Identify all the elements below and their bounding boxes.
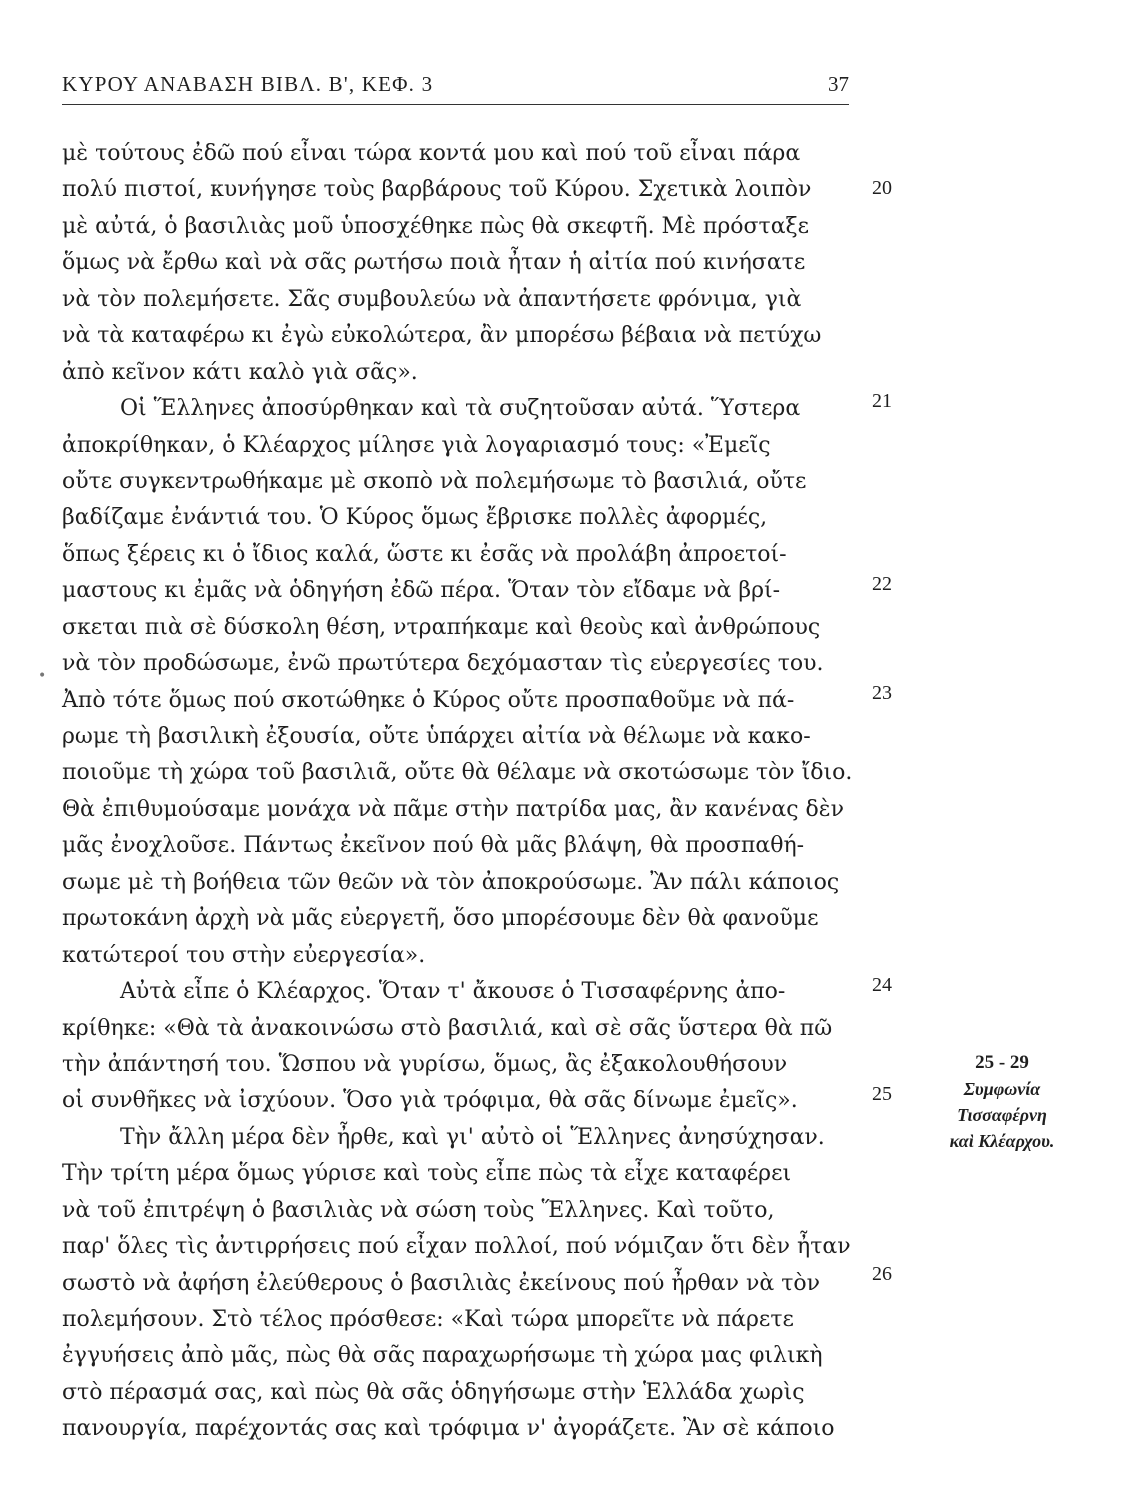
text-line: ἀποκρίθηκαν, ὁ Κλέαρχος μίλησε γιὰ λογαριασμό τους: «Ἐμεῖς xyxy=(62,432,771,458)
text-line: κατώτεροί του στὴν εὐεργεσία». xyxy=(62,942,426,968)
text-line: στὸ πέρασμά σας, καὶ πὼς θὰ σᾶς ὁδηγήσωμε στὴν Ἑλλάδα χωρὶς xyxy=(62,1379,805,1405)
paragraph-number: 24 xyxy=(872,974,892,996)
text-line: παρ' ὅλες τὶς ἀντιρρήσεις πού εἶχαν πολλοί, πού νόμιζαν ὅτι δὲν ἦταν xyxy=(62,1234,851,1260)
text-line: ὅπως ξέρεις κι ὁ ἴδιος καλά, ὥστε κι ἐσᾶς νὰ προλάβη ἀπροετοί- xyxy=(62,541,787,567)
scan-speck-icon: • xyxy=(38,668,47,684)
text-line: νὰ τὸν πολεμήσετε. Σᾶς συμβουλεύω νὰ ἀπαντήσετε φρόνιμα, γιὰ xyxy=(62,286,802,312)
paragraph-number: 26 xyxy=(872,1263,892,1285)
section-range: 25 - 29 xyxy=(975,1052,1029,1073)
note-line: Τισσαφέρνη xyxy=(957,1105,1047,1125)
text-line: βαδίζαμε ἐνάντιά του. Ὁ Κύρος ὅμως ἔβρισκε πολλὲς ἀφορμές, xyxy=(62,505,768,531)
text-line: κρίθηκε: «Θὰ τὰ ἀνακοινώσω στὸ βασιλιά, καὶ σὲ σᾶς ὕστερα θὰ πῶ xyxy=(62,1015,833,1041)
note-line: καὶ Κλέαρχου. xyxy=(949,1131,1055,1151)
text-line: Τὴν ἄλλη μέρα δὲν ἦρθε, καὶ γι' αὐτὸ οἱ Ἕλληνες ἀνησύχησαν. xyxy=(120,1124,825,1150)
text-line: μὲ αὐτά, ὁ βασιλιὰς μοῦ ὑποσχέθηκε πὼς θὰ σκεφτῆ. Μὲ πρόσταξε xyxy=(62,213,810,239)
text-line: ποιοῦμε τὴ χώρα τοῦ βασιλιᾶ, οὔτε θὰ θέλαμε νὰ σκοτώσωμε τὸν ἴδιο. xyxy=(62,760,853,786)
text-line: ὅμως νὰ ἔρθω καὶ νὰ σᾶς ρωτήσω ποιὰ ἦταν ἡ αἰτία πού κινήσατε xyxy=(62,250,806,276)
paragraph-number: 21 xyxy=(872,390,892,412)
text-line: πολύ πιστοί, κυνήγησε τοὺς βαρβάρους τοῦ Κύρου. Σχετικὰ λοιπὸν xyxy=(62,177,812,203)
running-head xyxy=(62,68,849,105)
text-line: ἐγγυήσεις ἀπὸ μᾶς, πὼς θὰ σᾶς παραχωρήσωμε τὴ χώρα μας φιλικὴ xyxy=(62,1343,823,1369)
text-line: Αὐτὰ εἶπε ὁ Κλέαρχος. Ὅταν τ' ἄκουσε ὁ Τισσαφέρνης ἀπο- xyxy=(120,979,786,1005)
note-line: Συμφωνία xyxy=(963,1079,1041,1099)
text-line: οἱ συνθῆκες νὰ ἰσχύουν. Ὅσο γιὰ τρόφιμα, θὰ σᾶς δίνωμε ἐμεῖς». xyxy=(62,1088,798,1114)
body-text xyxy=(62,136,866,1448)
text-line: τὴν ἀπάντησή του. Ὥσπου νὰ γυρίσω, ὅμως, ἂς ἐξακολουθήσουν xyxy=(62,1051,788,1077)
text-line: νὰ τὸν προδώσωμε, ἐνῶ πρωτύτερα δεχόμασταν τὶς εὐεργεσίες του. xyxy=(62,651,824,677)
margin-summary-note xyxy=(922,1050,1082,1154)
text-line: οὔτε συγκεντρωθήκαμε μὲ σκοπὸ νὰ πολεμήσωμε τὸ βασιλιά, οὔτε xyxy=(62,468,807,494)
text-line: πρωτοκάνη ἀρχὴ νὰ μᾶς εὐεργετῆ, ὅσο μπορέσουμε δὲν θὰ φανοῦμε xyxy=(62,906,819,932)
running-title: ΚΥΡΟΥ ΑΝΑΒΑΣΗ ΒΙΒΛ. Β', ΚΕΦ. 3 xyxy=(62,72,434,96)
paragraph-number: 22 xyxy=(872,573,892,595)
text-line: πανουργία, παρέχοντάς σας καὶ τρόφιμα ν' ἀγοράζετε. Ἂν σὲ κάποιο xyxy=(62,1416,835,1442)
text-line: μὲ τούτους ἐδῶ πού εἶναι τώρα κοντά μου καὶ πού τοῦ εἶναι πάρα xyxy=(62,141,801,166)
text-line: Οἱ Ἕλληνες ἀποσύρθηκαν καὶ τὰ συζητοῦσαν αὐτά. Ὕστερα xyxy=(120,396,801,422)
text-line: ρωμε τὴ βασιλικὴ ἐξουσία, οὔτε ὑπάρχει αἰτία νὰ θέλωμε νὰ κακο- xyxy=(62,724,811,749)
paragraph-number: 25 xyxy=(872,1083,892,1105)
text-line: νὰ τοῦ ἐπιτρέψη ὁ βασιλιὰς νὰ σώση τοὺς Ἕλληνες. Καὶ τοῦτο, xyxy=(62,1197,775,1223)
text-line: Τὴν τρίτη μέρα ὅμως γύρισε καὶ τοὺς εἶπε πὼς τὰ εἶχε καταφέρει xyxy=(62,1161,792,1187)
text-line: μαστους κι ἐμᾶς νὰ ὁδηγήση ἐδῶ πέρα. Ὅταν τὸν εἴδαμε νὰ βρί- xyxy=(62,578,781,604)
text-line: πολεμήσουν. Στὸ τέλος πρόσθεσε: «Καὶ τώρα μπορεῖτε νὰ πάρετε xyxy=(62,1307,794,1332)
text-line: σωμε μὲ τὴ βοήθεια τῶν θεῶν νὰ τὸν ἀποκρούσωμε. Ἂν πάλι κάποιος xyxy=(62,869,840,895)
paragraph-number: 23 xyxy=(872,682,892,704)
page-number: 37 xyxy=(828,72,849,96)
text-line: νὰ τὰ καταφέρω κι ἐγὼ εὐκολώτερα, ἂν μπορέσω βέβαια νὰ πετύχω xyxy=(62,323,822,349)
paragraph-number: 20 xyxy=(872,177,892,199)
text-line: σωστὸ νὰ ἀφήση ἐλεύθερους ὁ βασιλιὰς ἐκείνους πού ἦρθαν νὰ τὸν xyxy=(62,1270,821,1296)
text-line: σκεται πιὰ σὲ δύσκολη θέση, ντραπήκαμε καὶ θεοὺς καὶ ἀνθρώπους xyxy=(62,614,821,640)
text-line: Θὰ ἐπιθυμούσαμε μονάχα νὰ πᾶμε στὴν πατρίδα μας, ἂν κανένας δὲν xyxy=(62,796,844,822)
text-line: Ἀπὸ τότε ὅμως πού σκοτώθηκε ὁ Κύρος οὔτε προσπαθοῦμε νὰ πά- xyxy=(62,687,795,713)
text-line: ἀπὸ κεῖνον κάτι καλὸ γιὰ σᾶς». xyxy=(62,359,418,385)
text-line: μᾶς ἐνοχλοῦσε. Πάντως ἐκεῖνον πού θὰ μᾶς βλάψη, θὰ προσπαθή- xyxy=(62,833,805,859)
